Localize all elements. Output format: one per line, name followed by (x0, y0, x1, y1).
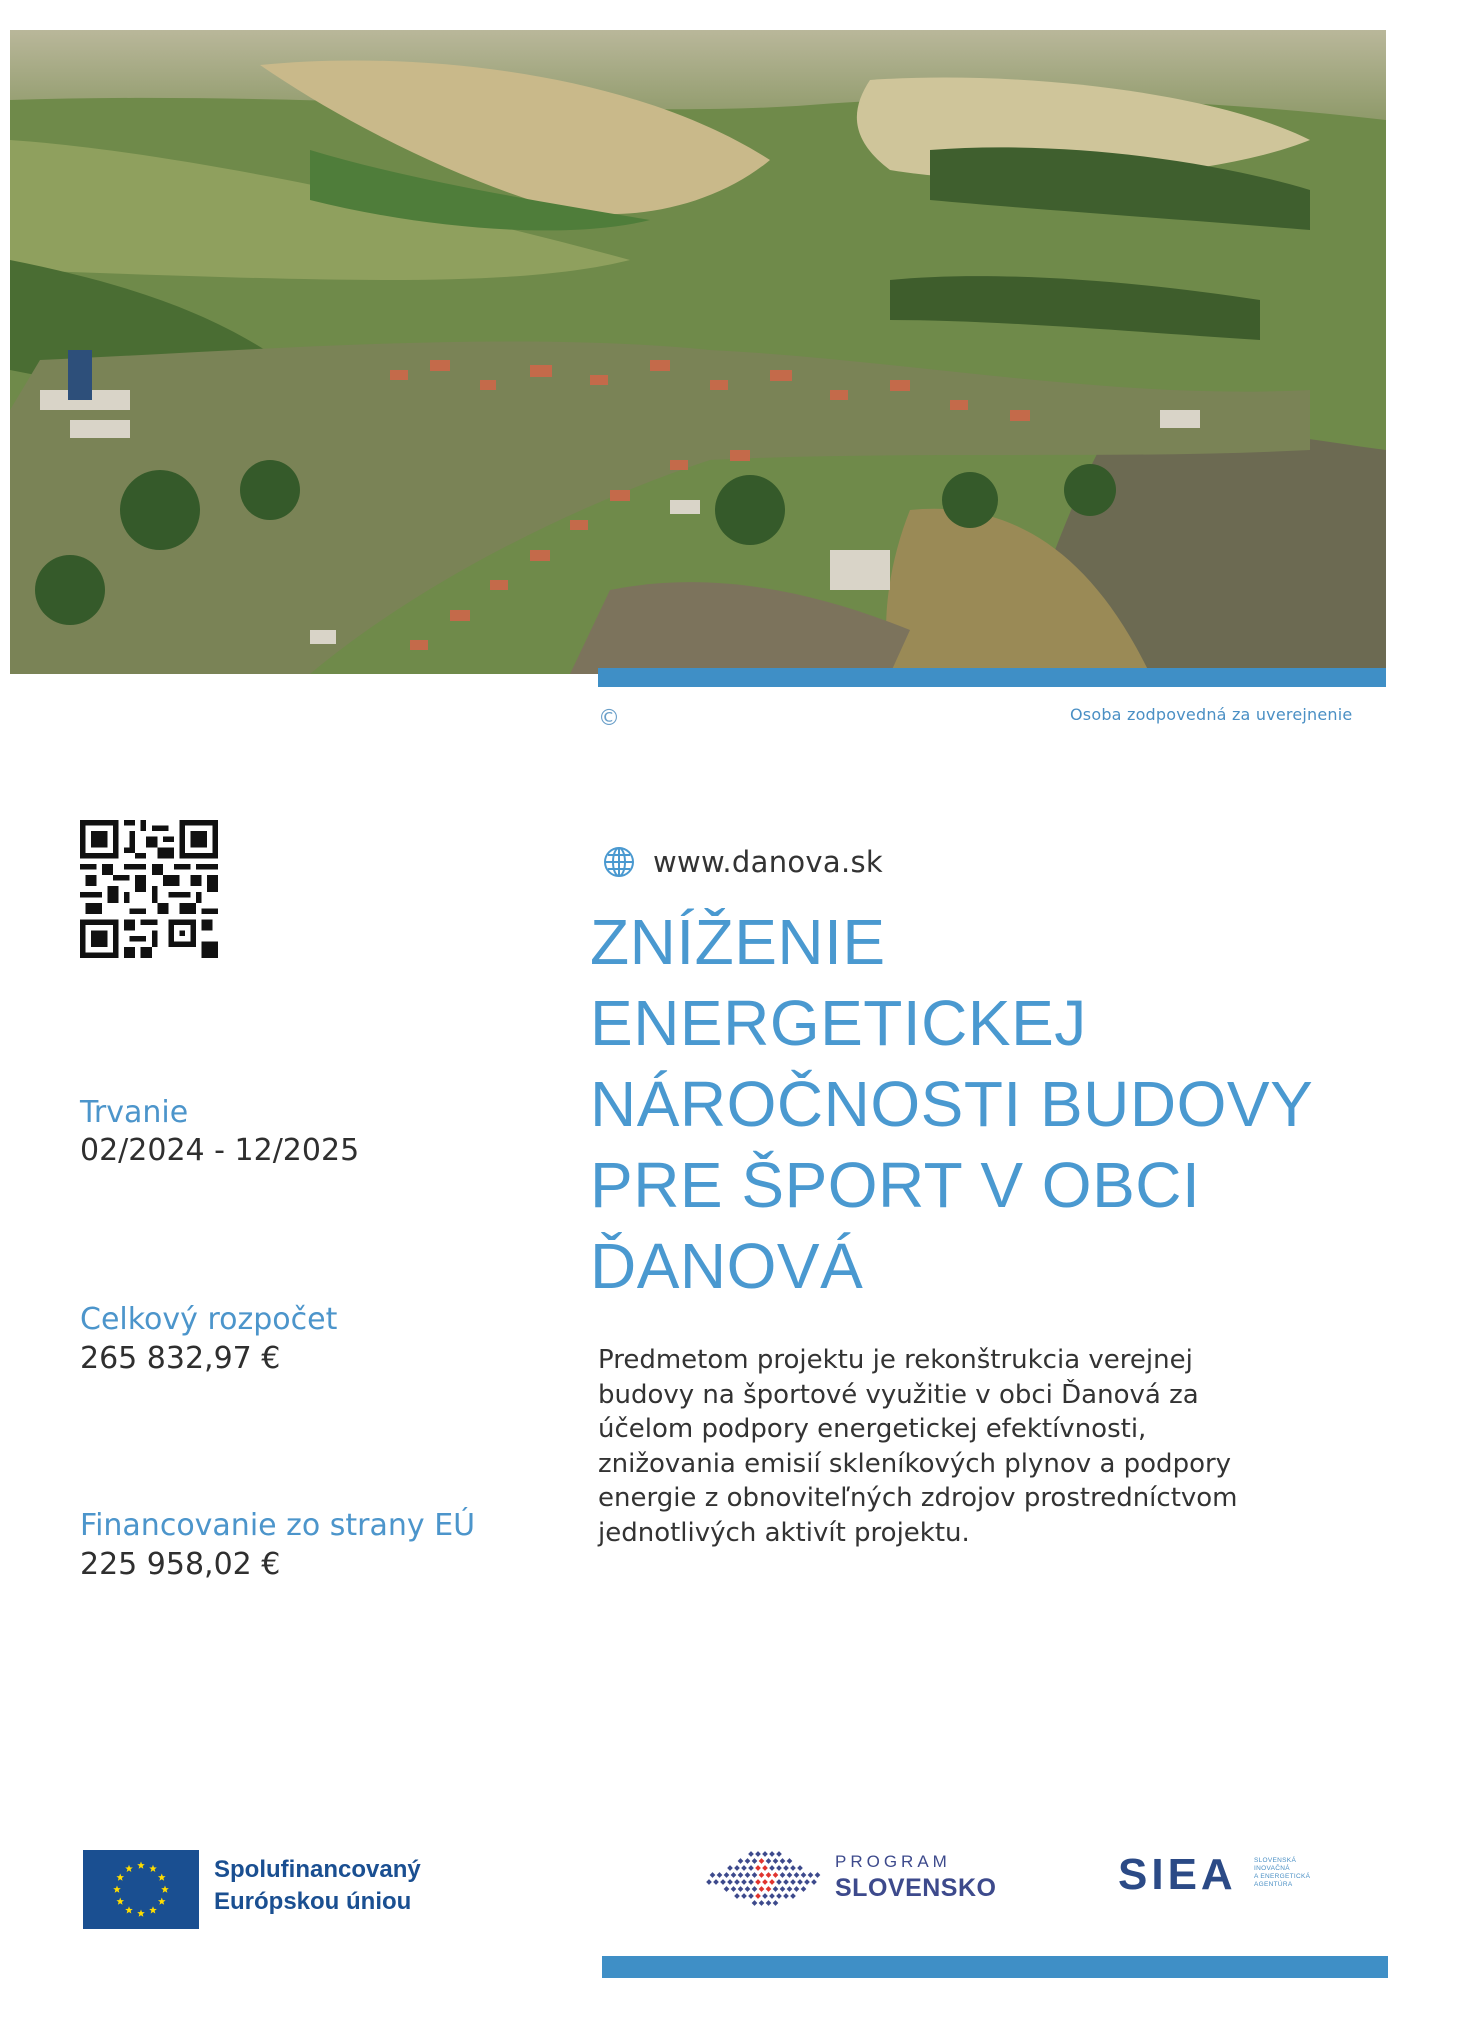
program-slovensko-dot (766, 1886, 772, 1892)
program-slovensko-dot (783, 1879, 789, 1885)
program-slovensko-dot (790, 1865, 796, 1871)
photo-credit: Osoba zodpovedná za uverejnenie (1070, 705, 1353, 724)
program-slovensko-line1: PROGRAM (835, 1852, 951, 1871)
project-title (590, 902, 1380, 1307)
program-slovensko-dot (773, 1858, 779, 1864)
title-line: ZNÍŽENIE (590, 906, 886, 978)
program-slovensko-dot (797, 1865, 803, 1871)
program-slovensko-dot (762, 1851, 768, 1857)
description-line: jednotlivých aktivít projektu. (598, 1517, 970, 1548)
copyright-symbol: © (598, 706, 620, 731)
eu-text-line2: Európskou úniou (214, 1888, 412, 1915)
title-line: ĎANOVÁ (590, 1230, 864, 1302)
program-slovensko-dot (811, 1879, 817, 1885)
program-slovensko-dot (769, 1851, 775, 1857)
program-slovensko-dot (776, 1893, 782, 1899)
program-slovensko-dot (787, 1872, 793, 1878)
program-slovensko-dot (769, 1893, 775, 1899)
globe-icon (603, 846, 635, 878)
eu-funding-value: 225 958,02 € (80, 1547, 281, 1582)
siea-sub-line: A ENERGETICKÁ (1254, 1873, 1311, 1880)
program-slovensko-dot (783, 1893, 789, 1899)
program-slovensko-dot (741, 1865, 747, 1871)
program-slovensko-dot (759, 1858, 765, 1864)
program-slovensko-dot (727, 1879, 733, 1885)
footer-accent-bar (602, 1956, 1388, 1978)
program-slovensko-dot (773, 1900, 779, 1906)
budget-label: Celkový rozpočet (80, 1302, 338, 1337)
program-slovensko-dot (752, 1858, 758, 1864)
program-slovensko-dot (766, 1900, 772, 1906)
program-slovensko-dot (724, 1872, 730, 1878)
program-slovensko-dot (801, 1872, 807, 1878)
program-slovensko-dot (710, 1872, 716, 1878)
duration-label: Trvanie (80, 1095, 189, 1130)
program-slovensko-dot (724, 1886, 730, 1892)
program-slovensko-dot (766, 1858, 772, 1864)
program-slovensko-dot (748, 1865, 754, 1871)
program-slovensko-dot (773, 1872, 779, 1878)
program-slovensko-dot (748, 1893, 754, 1899)
program-slovensko-dot (717, 1872, 723, 1878)
program-slovensko-dot (787, 1858, 793, 1864)
budget-value: 265 832,97 € (80, 1341, 281, 1376)
program-slovensko-dot (734, 1893, 740, 1899)
program-slovensko-dot (738, 1872, 744, 1878)
description-line: energie z obnoviteľných zdrojov prostredníctvom (598, 1483, 1238, 1513)
program-slovensko-dot (773, 1886, 779, 1892)
program-slovensko-dot (769, 1879, 775, 1885)
program-slovensko-dot (780, 1886, 786, 1892)
aerial-village-photo (10, 30, 1386, 674)
program-slovensko-dot (776, 1879, 782, 1885)
title-line: NÁROČNOSTI BUDOVY (590, 1068, 1314, 1140)
program-slovensko-dot (783, 1865, 789, 1871)
program-slovensko-dot (794, 1872, 800, 1878)
qr-code[interactable] (80, 820, 218, 958)
program-slovensko-dot (752, 1872, 758, 1878)
program-slovensko-dot (762, 1893, 768, 1899)
program-slovensko-dot (752, 1900, 758, 1906)
program-slovensko-dot (745, 1872, 751, 1878)
photo-accent-bar (598, 668, 1386, 687)
program-slovensko-dot (790, 1893, 796, 1899)
program-slovensko-text (835, 1851, 996, 1903)
program-slovensko-dot (790, 1879, 796, 1885)
program-slovensko-dot (769, 1865, 775, 1871)
program-slovensko-logo (705, 1848, 825, 1910)
program-slovensko-dot (762, 1865, 768, 1871)
program-slovensko-dot (731, 1886, 737, 1892)
program-slovensko-dot (759, 1886, 765, 1892)
program-slovensko-dot (755, 1851, 761, 1857)
program-slovensko-dot (720, 1879, 726, 1885)
program-slovensko-dot (745, 1886, 751, 1892)
program-slovensko-line2: SLOVENSKO (835, 1874, 997, 1902)
program-slovensko-dot (780, 1858, 786, 1864)
program-slovensko-dot (738, 1858, 744, 1864)
description-line: účelom podpory energetickej efektívnosti, (598, 1414, 1147, 1444)
program-slovensko-dot (741, 1893, 747, 1899)
program-slovensko-dot (794, 1886, 800, 1892)
program-slovensko-dot (734, 1879, 740, 1885)
siea-sub-line: INOVAČNÁ (1254, 1865, 1290, 1872)
program-slovensko-dot (713, 1879, 719, 1885)
program-slovensko-dot (759, 1872, 765, 1878)
program-slovensko-dot (755, 1879, 761, 1885)
program-slovensko-dot (738, 1886, 744, 1892)
program-slovensko-dot (776, 1851, 782, 1857)
program-slovensko-dot (808, 1872, 814, 1878)
website-url[interactable]: www.danova.sk (653, 845, 883, 879)
program-slovensko-dot (748, 1879, 754, 1885)
siea-sub-line: SLOVENSKÁ (1254, 1857, 1297, 1864)
description-line: Predmetom projektu je rekonštrukcia verejnej (598, 1345, 1193, 1375)
eu-cofunding-text (214, 1854, 421, 1918)
program-slovensko-dot (801, 1886, 807, 1892)
website-link[interactable] (603, 845, 883, 879)
program-slovensko-dot (762, 1879, 768, 1885)
program-slovensko-dot (727, 1865, 733, 1871)
program-slovensko-dot (748, 1851, 754, 1857)
siea-logo-mark: SIEA (1118, 1850, 1237, 1899)
project-description (598, 1343, 1338, 1550)
program-slovensko-dot (706, 1879, 712, 1885)
program-slovensko-dot (815, 1872, 821, 1878)
program-slovensko-dot (804, 1879, 810, 1885)
program-slovensko-dot (734, 1865, 740, 1871)
program-slovensko-dot (745, 1858, 751, 1864)
program-slovensko-dot (741, 1879, 747, 1885)
description-line: budovy na športové využitie v obci Ďanová za (598, 1379, 1199, 1410)
program-slovensko-dot (752, 1886, 758, 1892)
program-slovensko-dot (731, 1872, 737, 1878)
eu-text-line1: Spolufinancovaný (214, 1856, 421, 1883)
duration-value: 02/2024 - 12/2025 (80, 1133, 360, 1168)
title-line: ENERGETICKEJ (590, 987, 1087, 1059)
eu-flag-logo (83, 1850, 199, 1929)
program-slovensko-dot (755, 1865, 761, 1871)
program-slovensko-dot (755, 1893, 761, 1899)
eu-funding-label: Financovanie zo strany EÚ (80, 1508, 476, 1543)
siea-logo-subtitle (1254, 1857, 1310, 1889)
program-slovensko-dot (787, 1886, 793, 1892)
title-line: PRE ŠPORT V OBCI (590, 1149, 1201, 1221)
program-slovensko-dot (766, 1872, 772, 1878)
program-slovensko-dot (780, 1872, 786, 1878)
program-slovensko-dot (776, 1865, 782, 1871)
siea-sub-line: AGENTÚRA (1254, 1881, 1293, 1888)
program-slovensko-dot (759, 1900, 765, 1906)
program-slovensko-dot (797, 1879, 803, 1885)
description-line: znižovania emisií skleníkových plynov a podpory (598, 1448, 1232, 1479)
